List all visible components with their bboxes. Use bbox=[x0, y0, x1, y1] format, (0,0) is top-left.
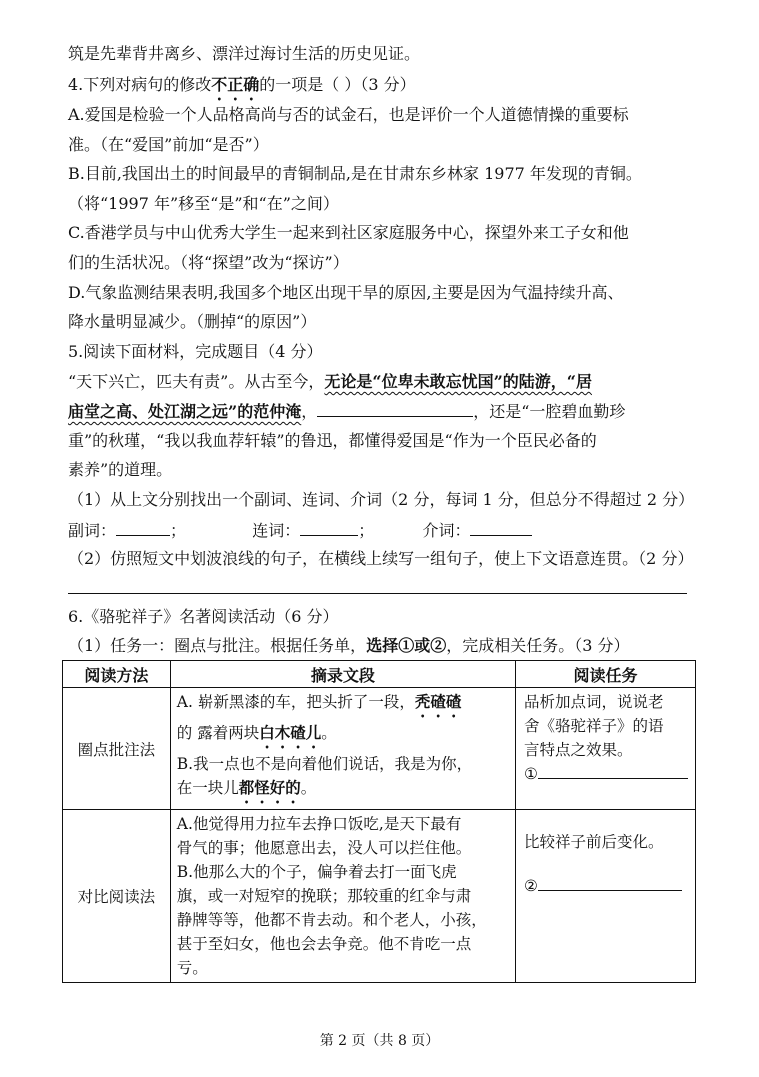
header-excerpt: 摘录文段 bbox=[170, 661, 515, 688]
q5-paragraph-line1: “天下兴亡，匹夫有责”。从古至今，无论是“位卑未敢忘忧国”的陆游，“居 bbox=[68, 372, 592, 391]
conjunction-label: 连词： bbox=[252, 521, 301, 540]
reading-task-table bbox=[62, 660, 696, 983]
conjunction-blank[interactable] bbox=[300, 519, 358, 536]
q4-stem: 4.下列对病句的修改不正确的一项是（ ）（3 分） bbox=[68, 75, 416, 94]
table-header-row bbox=[63, 661, 696, 688]
page-footer: 第 2 页（共 8 页） bbox=[319, 1033, 440, 1049]
q4-option-d-line2: 降水量明显减少。（删掉“的原因”） bbox=[68, 312, 317, 331]
q4-option-c-line1: C.香港学员与中山优秀大学生一起来到社区家庭服务中心，探望外来工子女和他 bbox=[68, 223, 629, 242]
bold-choice: 选择①或② bbox=[366, 636, 447, 655]
q5-word-blanks: 副词： ； 连词： ； 介词： bbox=[68, 519, 532, 543]
q5-paragraph-line4: 素养”的道理。 bbox=[68, 460, 173, 479]
q4-option-a-line1: A.爱国是检验一个人品格高尚与否的试金石，也是评价一个人道德情操的重要标 bbox=[68, 105, 629, 124]
excerpt-cell: A. 崭新黑漆的车，把头折了一段，秃碴碴 的 露着两块白木碴儿。 B.我一点也不是向着他们说话，我是为你， 在一块儿都怪好的。 bbox=[170, 688, 515, 810]
table-row bbox=[63, 810, 696, 983]
answer-line[interactable] bbox=[68, 593, 687, 594]
emphasis-text: 都怪好的 bbox=[238, 778, 301, 797]
q4-option-b-line2: （将“1997 年”移至“是”和“在”之间） bbox=[68, 194, 339, 213]
method-cell: 圈点批注法 bbox=[63, 688, 171, 810]
task-cell: 比较祥子前后变化。 ② bbox=[516, 810, 696, 983]
q4-option-d-line1: D.气象监测结果表明,我国多个地区出现干旱的原因,主要是因为气温持续升高、 bbox=[68, 283, 624, 302]
excerpt-cell: A.他觉得用力拉车去挣口饭吃,是天下最有 骨气的事；他愿意出去，没人可以拦住他。 B.他那么大的个子，偏争着去打一面飞虎 旗，或一对短窄的挽联；那较重的红伞与肃 静牌等等，他都不肯去动。和个老人，小孩， 甚于至妇女，他也会去争竞。他不肯吃一点 亏。 bbox=[170, 810, 515, 983]
emphasis-text: 秃碴碴 bbox=[414, 692, 462, 711]
preposition-label: 介词： bbox=[422, 521, 471, 540]
q5-stem: 5.阅读下面材料，完成题目（4 分） bbox=[68, 342, 323, 361]
q5-subquestion-1: （1）从上文分别找出一个副词、连词、介词（2 分，每词 1 分，但总分不得超过 2 分） bbox=[68, 490, 695, 509]
wavy-underlined-sentence: 无论是“位卑未敢忘忧国”的陆游，“居 bbox=[324, 372, 592, 391]
q5-subquestion-2: （2）仿照短文中划波浪线的句子，在横线上续写一组句子，使上下文语意连贯。（2 分） bbox=[68, 549, 694, 568]
adverb-blank[interactable] bbox=[116, 519, 170, 536]
q4-option-a-line2: 准。（在“爱国”前加“是否”） bbox=[68, 135, 269, 154]
task-cell: 品析加点词，说说老 舍《骆驼祥子》的语 言特点之效果。 ① bbox=[516, 688, 696, 810]
q4-option-c-line2: 们的生活状况。（将“探望”改为“探访”） bbox=[68, 253, 349, 272]
method-cell: 对比阅读法 bbox=[63, 810, 171, 983]
answer-blank[interactable] bbox=[538, 874, 682, 891]
q6-task: （1）任务一：圈点与批注。根据任务单，选择①或②，完成相关任务。（3 分） bbox=[68, 636, 630, 655]
emphasis-text: 白木碴儿 bbox=[259, 723, 322, 742]
adverb-label: 副词： bbox=[68, 521, 117, 540]
table-row bbox=[63, 688, 696, 810]
wavy-underlined-sentence: 庙堂之高、处江湖之远”的范仲淹 bbox=[68, 402, 302, 421]
answer-blank[interactable] bbox=[538, 762, 688, 779]
header-method: 阅读方法 bbox=[63, 661, 171, 688]
fill-in-blank[interactable] bbox=[317, 400, 473, 417]
q4-option-b-line1: B.目前,我国出土的时间最早的青铜制品,是在甘肃东乡林家 1977 年发现的青铜。 bbox=[68, 164, 642, 183]
header-task: 阅读任务 bbox=[516, 661, 696, 688]
continued-line: 筑是先辈背井离乡、漂洋过海讨生活的历史见证。 bbox=[68, 44, 421, 63]
q6-stem: 6.《骆驼祥子》名著阅读活动（6 分） bbox=[68, 607, 339, 626]
q5-paragraph-line2: 庙堂之高、处江湖之远”的范仲淹， ，还是“一腔碧血勤珍 bbox=[68, 402, 626, 421]
q5-paragraph-line3: 重”的秋瑾，“我以我血荐轩辕”的鲁迅，都懂得爱国是“作为一个臣民必备的 bbox=[68, 431, 597, 450]
emphasis-text: 不正确 bbox=[211, 75, 260, 94]
preposition-blank[interactable] bbox=[470, 519, 532, 536]
